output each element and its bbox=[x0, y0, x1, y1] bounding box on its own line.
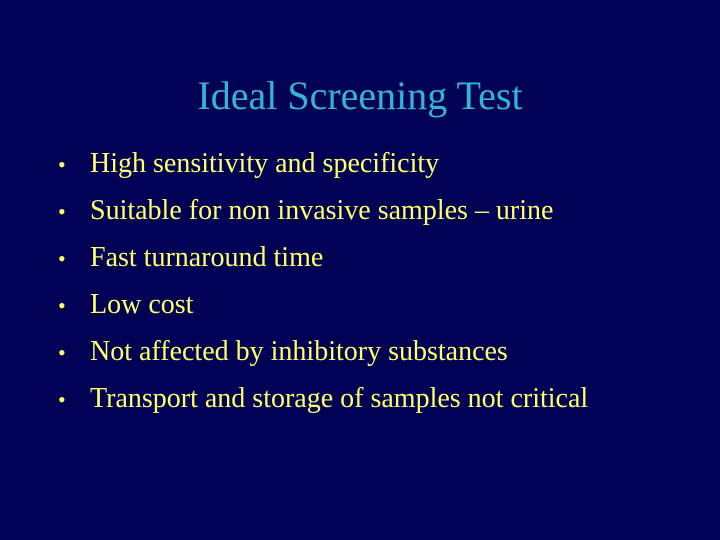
bullet-item bbox=[58, 336, 588, 383]
bullet-text: Low cost bbox=[90, 289, 194, 320]
bullet-item bbox=[58, 242, 588, 289]
bullet-list bbox=[58, 148, 588, 430]
slide-title: Ideal Screening Test bbox=[197, 73, 523, 118]
bullet-item bbox=[58, 383, 588, 430]
bullet-text: Transport and storage of samples not critical bbox=[90, 383, 589, 414]
bullet-icon: • bbox=[58, 246, 66, 271]
bullet-icon: • bbox=[58, 152, 66, 177]
bullet-icon: • bbox=[58, 387, 66, 412]
bullet-icon: • bbox=[58, 340, 66, 365]
bullet-icon: • bbox=[58, 293, 66, 318]
bullet-item bbox=[58, 195, 588, 242]
bullet-text: Fast turnaround time bbox=[90, 242, 324, 273]
bullet-icon: • bbox=[58, 199, 66, 224]
bullet-text: Suitable for non invasive samples – urine bbox=[90, 195, 554, 226]
bullet-item bbox=[58, 289, 588, 336]
bullet-text: Not affected by inhibitory substances bbox=[90, 336, 508, 367]
bullet-item bbox=[58, 148, 588, 195]
bullet-text: High sensitivity and specificity bbox=[90, 148, 440, 179]
